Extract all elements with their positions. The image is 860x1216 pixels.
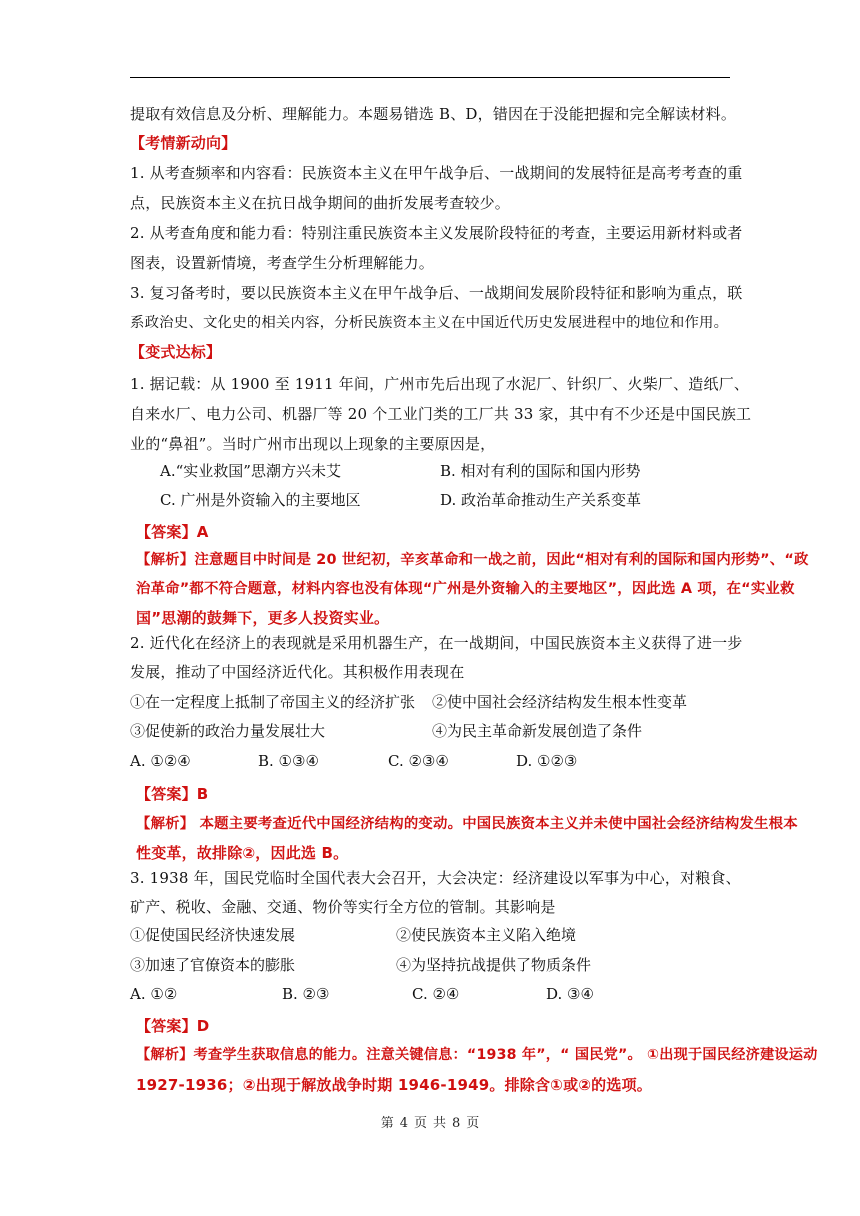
q1-answer: 【答案】A: [136, 523, 209, 541]
q1-option-b: B. 相对有利的国际和国内形势: [440, 462, 641, 480]
q1-stem-line-1: 1. 据记载：从 1900 至 1911 年间，广州市先后出现了水泥厂、针织厂、火柴厂、造纸厂、: [130, 375, 750, 393]
section-heading-practice: 【变式达标】: [130, 343, 222, 361]
q1-analysis-line-2: 治革命”都不符合题意，材料内容也没有体现“广州是外资输入的主要地区”，因此选 A 项，在“实业救: [136, 581, 795, 597]
q2-item-2: ②使中国社会经济结构发生根本性变革: [432, 693, 688, 711]
q2-option-b: B. ①③④: [258, 752, 319, 770]
q3-stem-line-1: 3. 1938 年，国民党临时全国代表大会召开，大会决定：经济建设以军事为中心，对粮食、: [130, 869, 741, 887]
header-rule: [130, 77, 730, 78]
footer-total-pages: 8: [452, 1116, 461, 1131]
q1-stem-line-3: 业的“鼻祖”。当时广州市出现以上现象的主要原因是，: [130, 435, 496, 453]
trend-line-6: 系政治史、文化史的相关内容，分析民族资本主义在中国近代历史发展进程中的地位和作用。: [130, 315, 729, 331]
q3-analysis-line-1: 【解析】考查学生获取信息的能力。注意关键信息：“1938 年”，“ 国民党”。 ①出现于国民经济建设运动: [136, 1047, 818, 1063]
q3-item-3: ③加速了官僚资本的膨胀: [130, 956, 296, 974]
trend-line-1: 1. 从考查频率和内容看：民族资本主义在甲午战争后、一战期间的发展特征是高考考查的重: [130, 164, 743, 182]
q1-analysis-line-1: 【解析】注意题目中时间是 20 世纪初，辛亥革命和一战之前，因此“相对有利的国际和国内形势”、“政: [136, 552, 809, 568]
page-footer: [0, 1112, 860, 1131]
q3-stem-line-2: 矿产、税收、金融、交通、物价等实行全方位的管制。其影响是: [130, 898, 556, 916]
q3-option-d: D. ③④: [546, 985, 594, 1003]
q2-stem-line-1: 2. 近代化在经济上的表现就是采用机器生产，在一战期间，中国民族资本主义获得了进一步: [130, 634, 743, 652]
trend-line-4: 图表，设置新情境，考查学生分析理解能力。: [130, 254, 435, 272]
q2-item-1: ①在一定程度上抵制了帝国主义的经济扩张: [130, 693, 416, 711]
q3-option-a: A. ①②: [130, 985, 178, 1003]
q2-item-3: ③促使新的政治力量发展壮大: [130, 722, 326, 740]
q3-item-2: ②使民族资本主义陷入绝境: [396, 926, 577, 944]
q2-option-d: D. ①②③: [516, 752, 578, 770]
q3-option-b: B. ②③: [282, 985, 330, 1003]
trend-line-5: 3. 复习备考时，要以民族资本主义在甲午战争后、一战期间发展阶段特征和影响为重点，联: [130, 284, 743, 302]
intro-line: 提取有效信息及分析、理解能力。本题易错选 B、D，错因在于没能把握和完全解读材料。: [130, 105, 737, 123]
q1-option-a: A.“实业救国”思潮方兴未艾: [160, 462, 341, 480]
q3-analysis-line-2: 1927-1936；②出现于解放战争时期 1946-1949。排除含①或②的选项。: [136, 1076, 652, 1094]
q3-item-4: ④为坚持抗战提供了物质条件: [396, 956, 592, 974]
q3-answer: 【答案】D: [136, 1017, 210, 1035]
q1-option-d: D. 政治革命推动生产关系变革: [440, 491, 642, 509]
trend-line-2: 点，民族资本主义在抗日战争期间的曲折发展考查较少。: [130, 194, 511, 212]
q3-option-c: C. ②④: [412, 985, 460, 1003]
footer-mid1: 页: [413, 1116, 427, 1131]
q2-stem-line-2: 发展，推动了中国经济近代化。其积极作用表现在: [130, 663, 465, 681]
footer-prefix: 第: [380, 1116, 394, 1131]
q1-option-c: C. 广州是外资输入的主要地区: [160, 491, 361, 509]
q1-stem-line-2: 自来水厂、电力公司、机器厂等 20 个工业门类的工厂共 33 家，其中有不少还是中国民族工: [130, 405, 752, 423]
q2-analysis-line-1: 【解析】 本题主要考查近代中国经济结构的变动。中国民族资本主义并未使中国社会经济结构发生根本: [136, 816, 798, 832]
q2-option-a: A. ①②④: [130, 752, 191, 770]
section-heading-trend: 【考情新动向】: [130, 134, 237, 152]
footer-page-number: 4: [399, 1116, 408, 1131]
footer-mid2: 共: [433, 1116, 447, 1131]
trend-line-3: 2. 从考查角度和能力看：特别注重民族资本主义发展阶段特征的考查，主要运用新材料或者: [130, 224, 743, 242]
q2-item-4: ④为民主革命新发展创造了条件: [432, 722, 643, 740]
q1-analysis-line-3: 国”思潮的鼓舞下，更多人投资实业。: [136, 609, 390, 627]
q2-answer: 【答案】B: [136, 785, 209, 803]
q2-analysis-line-2: 性变革，故排除②，因此选 B。: [136, 844, 349, 862]
q3-item-1: ①促使国民经济快速发展: [130, 926, 296, 944]
q2-option-c: C. ②③④: [388, 752, 449, 770]
footer-suffix: 页: [466, 1116, 480, 1131]
